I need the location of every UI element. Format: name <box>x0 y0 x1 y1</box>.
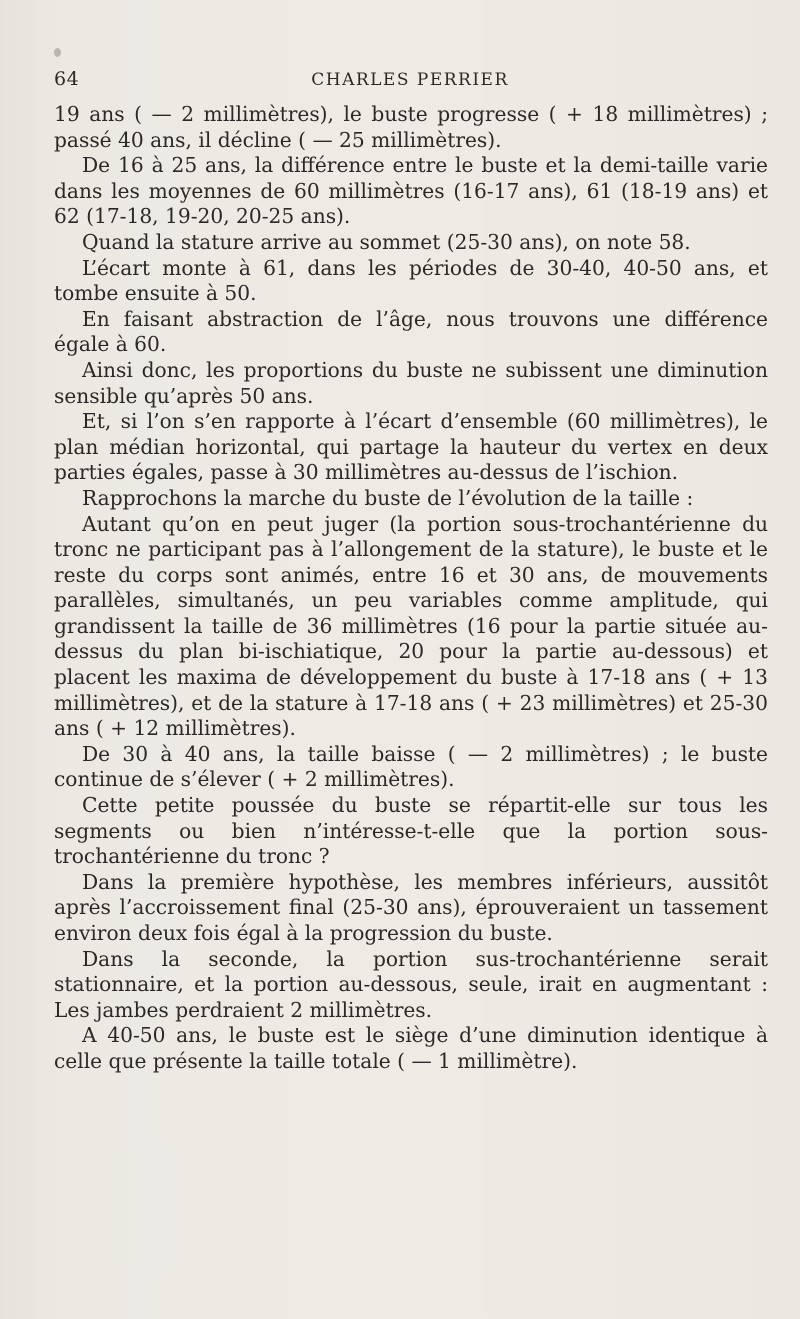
paragraph-continuation: 19 ans ( — 2 millimètres), le buste progresse ( + 18 millimètres) ; passé 40 ans, il décline ( — 25 millimètres). <box>54 102 768 152</box>
paragraph: De 16 à 25 ans, la différence entre le buste et la demi-taille varie dans les moyennes de 60 millimètres (16-17 ans), 61 (18-19 ans) et 62 (17-18, 19-20, 20-25 ans). <box>54 153 768 229</box>
page-header <box>54 68 766 96</box>
running-title: CHARLES PERRIER <box>311 70 509 90</box>
paragraph: Dans la première hypothèse, les membres inférieurs, aussitôt après l’accroissement final (25-30 ans), éprouveraient un tassement environ deux fois égal à la progression du buste. <box>54 869 768 945</box>
paragraph: De 30 à 40 ans, la taille baisse ( — 2 millimètres) ; le buste continue de s’élever ( + 2 millimètres). <box>54 741 768 792</box>
paragraph: Quand la stature arrive au sommet (25-30 ans), on note 58. <box>82 229 691 254</box>
paragraph: Cette petite poussée du buste se répartit-elle sur tous les segments ou bien n’intéresse-t-elle que la portion sous-trochantérienne du tronc ? <box>54 793 768 869</box>
ink-speck <box>54 48 61 57</box>
paragraph: Et, si l’on s’en rapporte à l’écart d’ensemble (60 millimètres), le plan médian horizontal, qui partage la hauteur du vertex en deux parties égales, passe à 30 millimètres au-dessus de l’ischion. <box>54 409 768 485</box>
body-text <box>54 102 768 1075</box>
paragraph: Autant qu’on en peut juger (la portion sous-trochantérienne du tronc ne participant pas à l’allongement de la stature), le buste et le reste du corps sont animés, entre 16 et 30 ans, de mouvements parallèles, simultanés, un peu variables comme amplitude, qui grandissent la taille de 36 millimètres (16 pour la partie située au-dessus du plan bi-ischiatique, 20 pour la partie au-dessous) et placent les maxima de développement du buste à 17-18 ans ( + 13 millimètres), et de la stature à 17-18 ans ( + 23 millimètres) et 25-30 ans ( + 12 millimètres). <box>54 511 768 741</box>
paragraph: Ainsi donc, les proportions du buste ne subissent une diminution sensible qu’après 50 ans. <box>54 357 768 408</box>
paragraph: En faisant abstraction de l’âge, nous trouvons une différence égale à 60. <box>54 306 768 357</box>
paragraph: A 40-50 ans, le buste est le siège d’une diminution identique à celle que présente la taille totale ( — 1 millimètre). <box>54 1023 768 1073</box>
paragraph: L’écart monte à 61, dans les périodes de 30-40, 40-50 ans, et tombe ensuite à 50. <box>54 255 768 306</box>
paragraph: Dans la seconde, la portion sus-trochantérienne serait stationnaire, et la portion au-dessous, seule, irait en augmentant : Les jambes perdraient 2 millimètres. <box>54 946 768 1022</box>
paragraph: Rapprochons la marche du buste de l’évolution de la taille : <box>82 485 694 510</box>
page-number: 64 <box>54 68 80 90</box>
